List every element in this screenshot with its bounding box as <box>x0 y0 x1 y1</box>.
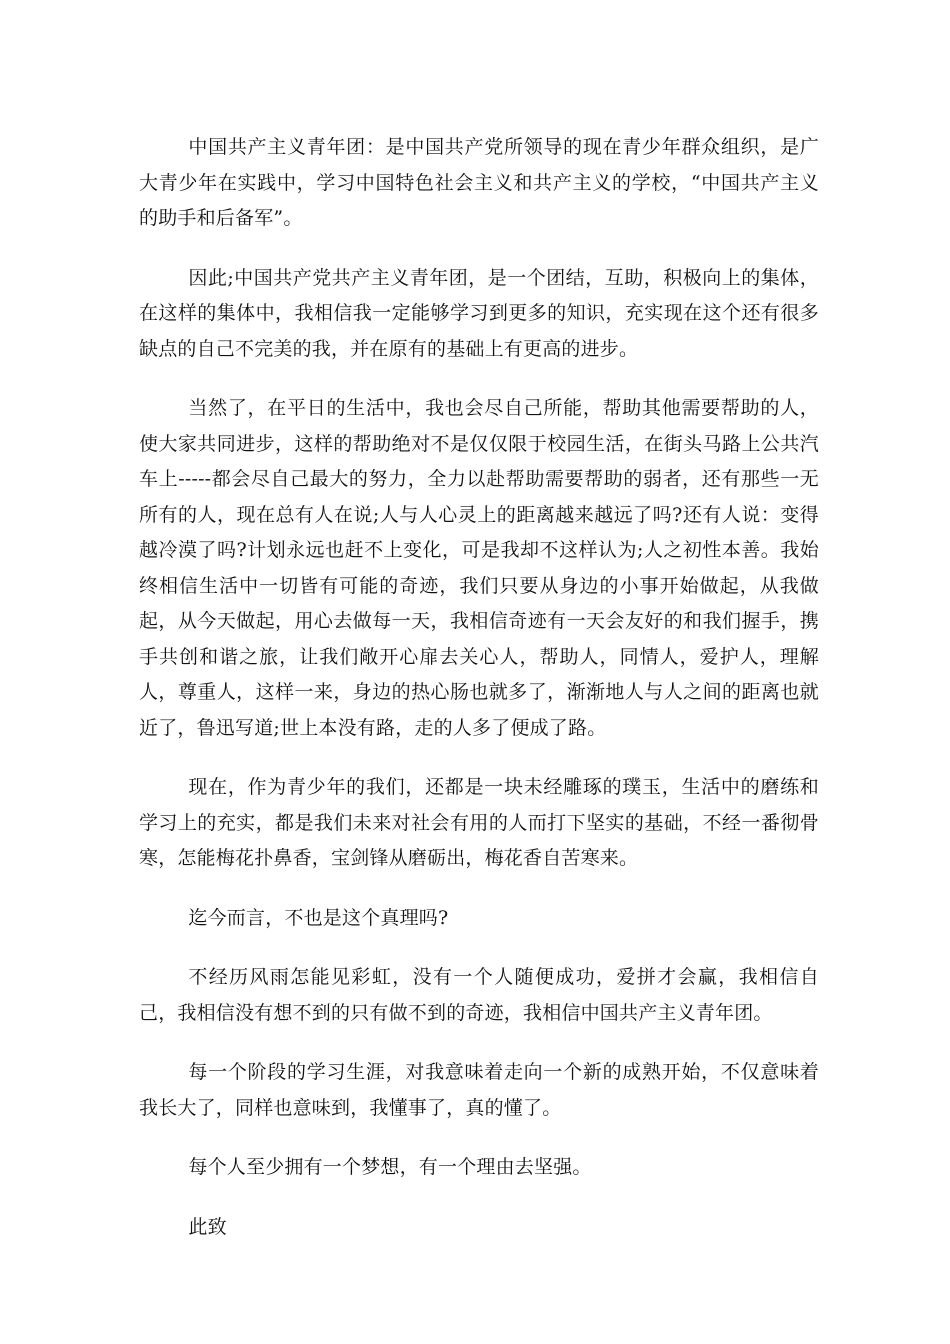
paragraph-6: 不经历风雨怎能见彩虹，没有一个人随便成功，爱拼才会赢，我相信自己，我相信没有想不到的只有做不到的奇迹，我相信中国共产主义青年团。 <box>139 966 819 1024</box>
paragraph-7: 每一个阶段的学习生涯，对我意味着走向一个新的成熟开始，不仅意味着我长大了，同样也意味到，我懂事了，真的懂了。 <box>139 1061 819 1119</box>
paragraph-8: 每个人至少拥有一个梦想，有一个理由去坚强。 <box>188 1156 592 1178</box>
paragraph-2: 因此;中国共产党共产主义青年团，是一个团结，互助，积极向上的集体，在这样的集体中，我相信我一定能够学习到更多的知识，充实现在这个还有很多缺点的自己不完美的我，并在原有的基础上有更高的进步。 <box>139 266 819 360</box>
paragraph-5: 迄今而言，不也是这个真理吗? <box>188 906 449 929</box>
paragraph-1: 中国共产主义青年团：是中国共产党所领导的现在青少年群众组织，是广大青少年在实践中，学习中国特色社会主义和共产主义的学校，“中国共产主义的助手和后备军”。 <box>139 136 819 229</box>
paragraph-3: 当然了，在平日的生活中，我也会尽自己所能，帮助其他需要帮助的人，使大家共同进步，这样的帮助绝对不是仅仅限于校园生活，在街头马路上公共汽车上-----都会尽自己最大的努力，全力以赴帮助需要帮助的弱者，还有那些一无所有的人，现在总有人在说;人与人心灵上的距离越来越远了吗?还有人说：变得越冷漠了吗?计划永远也赶不上变化，可是我却不这样认为;人之初性本善。我始终相信生活中一切皆有可能的奇迹，我们只要从身边的小事开始做起，从我做起，从今天做起，用心去做每一天，我相信奇迹有一天会友好的和我们握手，携手共创和谐之旅，让我们敞开心扉去关心人，帮助人，同情人，爱护人，理解人，尊重人，这样一来，身边的热心肠也就多了，渐渐地人与人之间的距离也就近了，鲁迅写道;世上本没有路，走的人多了便成了路。 <box>139 397 819 739</box>
document-body <box>139 130 819 1245</box>
closing-salutation: 此致 <box>188 1215 227 1238</box>
paragraph-4: 现在，作为青少年的我们，还都是一块未经雕琢的璞玉，生活中的磨练和学习上的充实，都是我们未来对社会有用的人而打下坚实的基础，不经一番彻骨寒，怎能梅花扑鼻香，宝剑锋从磨砺出，梅花香自苦寒来。 <box>139 776 819 869</box>
